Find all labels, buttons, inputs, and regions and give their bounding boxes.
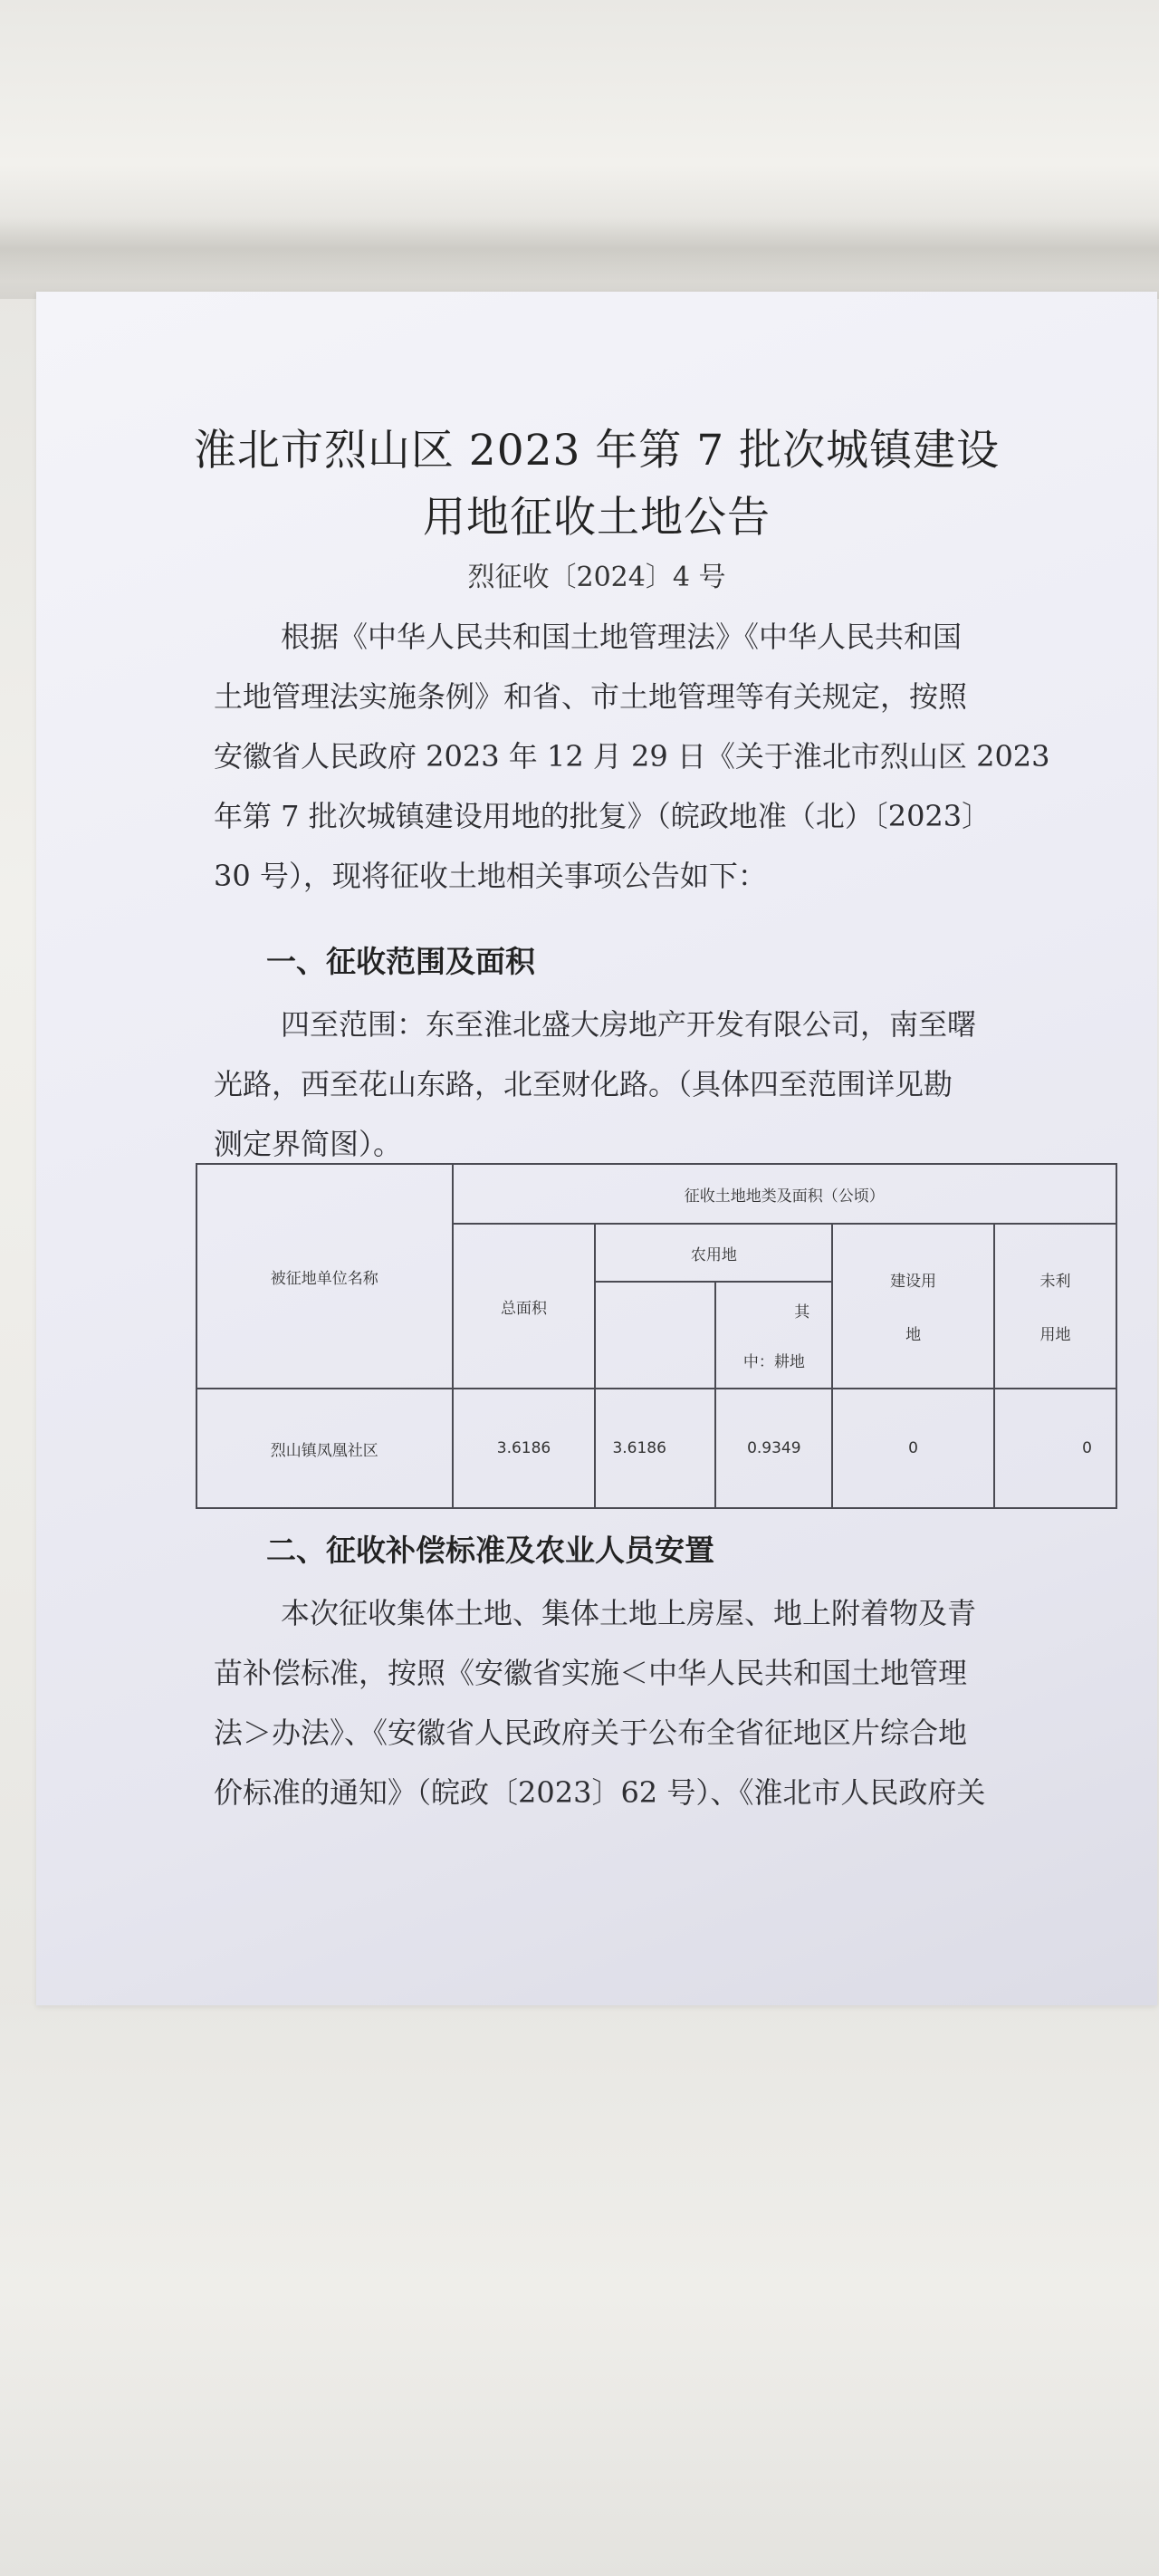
wall-lower-area (0, 2005, 1159, 2576)
notice-paper (36, 292, 1157, 2005)
header-unused-line2: 用地 (1039, 1326, 1071, 1344)
intro-line-3: 安徽省人民政府 2023 年 12 月 29 日《关于淮北市烈山区 2023 (214, 739, 1050, 774)
section2-line-2: 苗补偿标准，按照《安徽省实施＜中华人民共和国土地管理 (214, 1656, 968, 1690)
header-construction-line1: 建设用 (890, 1273, 937, 1291)
intro-line-2: 土地管理法实施条例》和省、市土地管理等有关规定，按照 (214, 679, 968, 714)
row-total-area: 3.6186 (453, 1389, 596, 1508)
header-unused-line1: 未利 (1039, 1273, 1071, 1291)
intro-line-4: 年第 7 批次城镇建设用地的批复》（皖政地准（北）〔2023〕 (214, 799, 991, 833)
section1-line-2: 光路，西至花山东路，北至财化路。（具体四至范围详见勘 (214, 1067, 953, 1101)
section1-line-1: 四至范围：东至淮北盛大房地产开发有限公司，南至曙 (281, 1007, 977, 1042)
notice-title-line1: 淮北市烈山区 2023 年第 7 批次城镇建设 (193, 426, 1001, 476)
header-cultivated-line1: 其 (794, 1303, 810, 1322)
row-farmland-area: 3.6186 (595, 1389, 715, 1508)
section1-heading: 一、征收范围及面积 (266, 944, 535, 979)
header-construction-line2: 地 (905, 1326, 922, 1344)
header-area-group: 征收土地地类及面积（公顷） (453, 1164, 1116, 1224)
section2-line-3: 法＞办法》、《安徽省人民政府关于公布全省征地区片综合地 (214, 1716, 968, 1750)
section2-heading: 二、征收补偿标准及农业人员安置 (266, 1533, 714, 1568)
intro-line-5: 30 号），现将征收土地相关事项公告如下： (214, 859, 767, 893)
row-construction-area: 0 (832, 1389, 994, 1508)
section2-line-1: 本次征收集体土地、集体土地上房屋、地上附着物及青 (281, 1596, 977, 1630)
header-construction-land (832, 1224, 994, 1389)
header-total-area: 总面积 (453, 1224, 596, 1389)
section2-line-4: 价标准的通知》（皖政〔2023〕62 号）、《淮北市人民政府关 (214, 1775, 986, 1810)
header-unit-name: 被征地单位名称 (196, 1164, 453, 1389)
section1-line-3: 测定界简图）。 (214, 1127, 403, 1161)
intro-line-1: 根据《中华人民共和国土地管理法》《中华人民共和国 (281, 620, 963, 654)
row-cultivated-area: 0.9349 (715, 1389, 832, 1508)
wall-crack (0, 217, 1159, 281)
header-farmland-blank (595, 1282, 715, 1389)
header-cultivated-land (715, 1282, 832, 1389)
row-unit-name: 烈山镇凤凰社区 (196, 1389, 453, 1508)
header-farmland: 农用地 (595, 1224, 832, 1282)
row-unused-area: 0 (994, 1389, 1116, 1508)
header-unused-land (994, 1224, 1116, 1389)
notice-title-line2: 用地征收土地公告 (423, 493, 771, 543)
document-number: 烈征收〔2024〕4 号 (467, 562, 726, 593)
header-cultivated-line2: 中：耕地 (742, 1353, 805, 1371)
land-area-table (196, 1163, 1117, 1509)
